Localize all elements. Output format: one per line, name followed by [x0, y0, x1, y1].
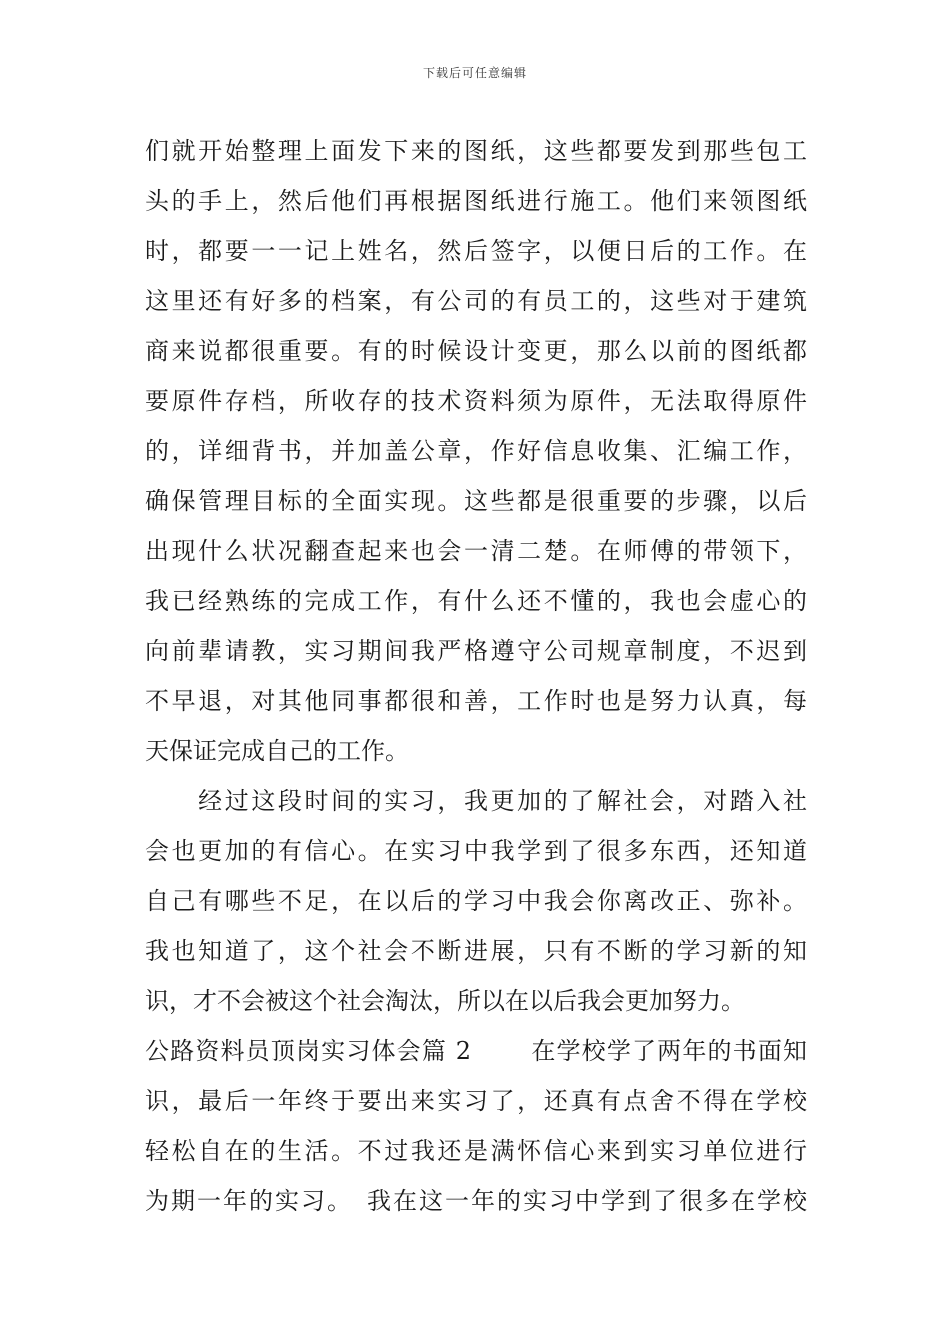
- section-heading-line: 公路资料员顶岗实习体会篇 2 在学校学了两年的书面知: [145, 1037, 807, 1065]
- text-line: 时，都要一一记上姓名，然后签字，以便日后的工作。在: [145, 237, 807, 265]
- text-line: 自己有哪些不足，在以后的学习中我会你离改正、弥补。: [145, 887, 807, 915]
- text-line: 的，详细背书，并加盖公章，作好信息收集、汇编工作，: [145, 437, 807, 465]
- text-line: 这里还有好多的档案，有公司的有员工的，这些对于建筑: [145, 287, 807, 315]
- page-header: 下载后可任意编辑: [422, 66, 527, 80]
- text-line: 出现什么状况翻查起来也会一清二楚。在师傅的带领下，: [145, 537, 807, 565]
- text-line: 确保管理目标的全面实现。这些都是很重要的步骤，以后: [145, 487, 807, 515]
- text-line: 头的手上，然后他们再根据图纸进行施工。他们来领图纸: [145, 187, 807, 215]
- text-line: 识，才不会被这个社会淘汰，所以在以后我会更加努力。: [145, 987, 745, 1015]
- text-line: 不早退，对其他同事都很和善，工作时也是努力认真，每: [145, 687, 807, 715]
- text-line: 经过这段时间的实习，我更加的了解社会，对踏入社: [145, 787, 807, 815]
- text-line: 会也更加的有信心。在实习中我学到了很多东西，还知道: [145, 837, 807, 865]
- text-line: 识，最后一年终于要出来实习了，还真有点舍不得在学校: [145, 1087, 807, 1115]
- text-line: 我已经熟练的完成工作，有什么还不懂的，我也会虚心的: [145, 587, 807, 615]
- text-line: 向前辈请教，实习期间我严格遵守公司规章制度，不迟到: [145, 637, 807, 665]
- text-line: 天保证完成自己的工作。: [145, 737, 409, 765]
- document-body: [145, 126, 807, 1226]
- text-line: 商来说都很重要。有的时候设计变更，那么以前的图纸都: [145, 337, 807, 365]
- text-line: 轻松自在的生活。不过我还是满怀信心来到实习单位进行: [145, 1137, 807, 1165]
- text-line: 我也知道了，这个社会不断进展，只有不断的学习新的知: [145, 937, 807, 965]
- text-line: 要原件存档，所收存的技术资料须为原件，无法取得原件: [145, 387, 807, 415]
- text-line: 为期一年的实习。 我在这一年的实习中学到了很多在学校: [145, 1187, 807, 1215]
- text-line: 们就开始整理上面发下来的图纸，这些都要发到那些包工: [145, 137, 807, 165]
